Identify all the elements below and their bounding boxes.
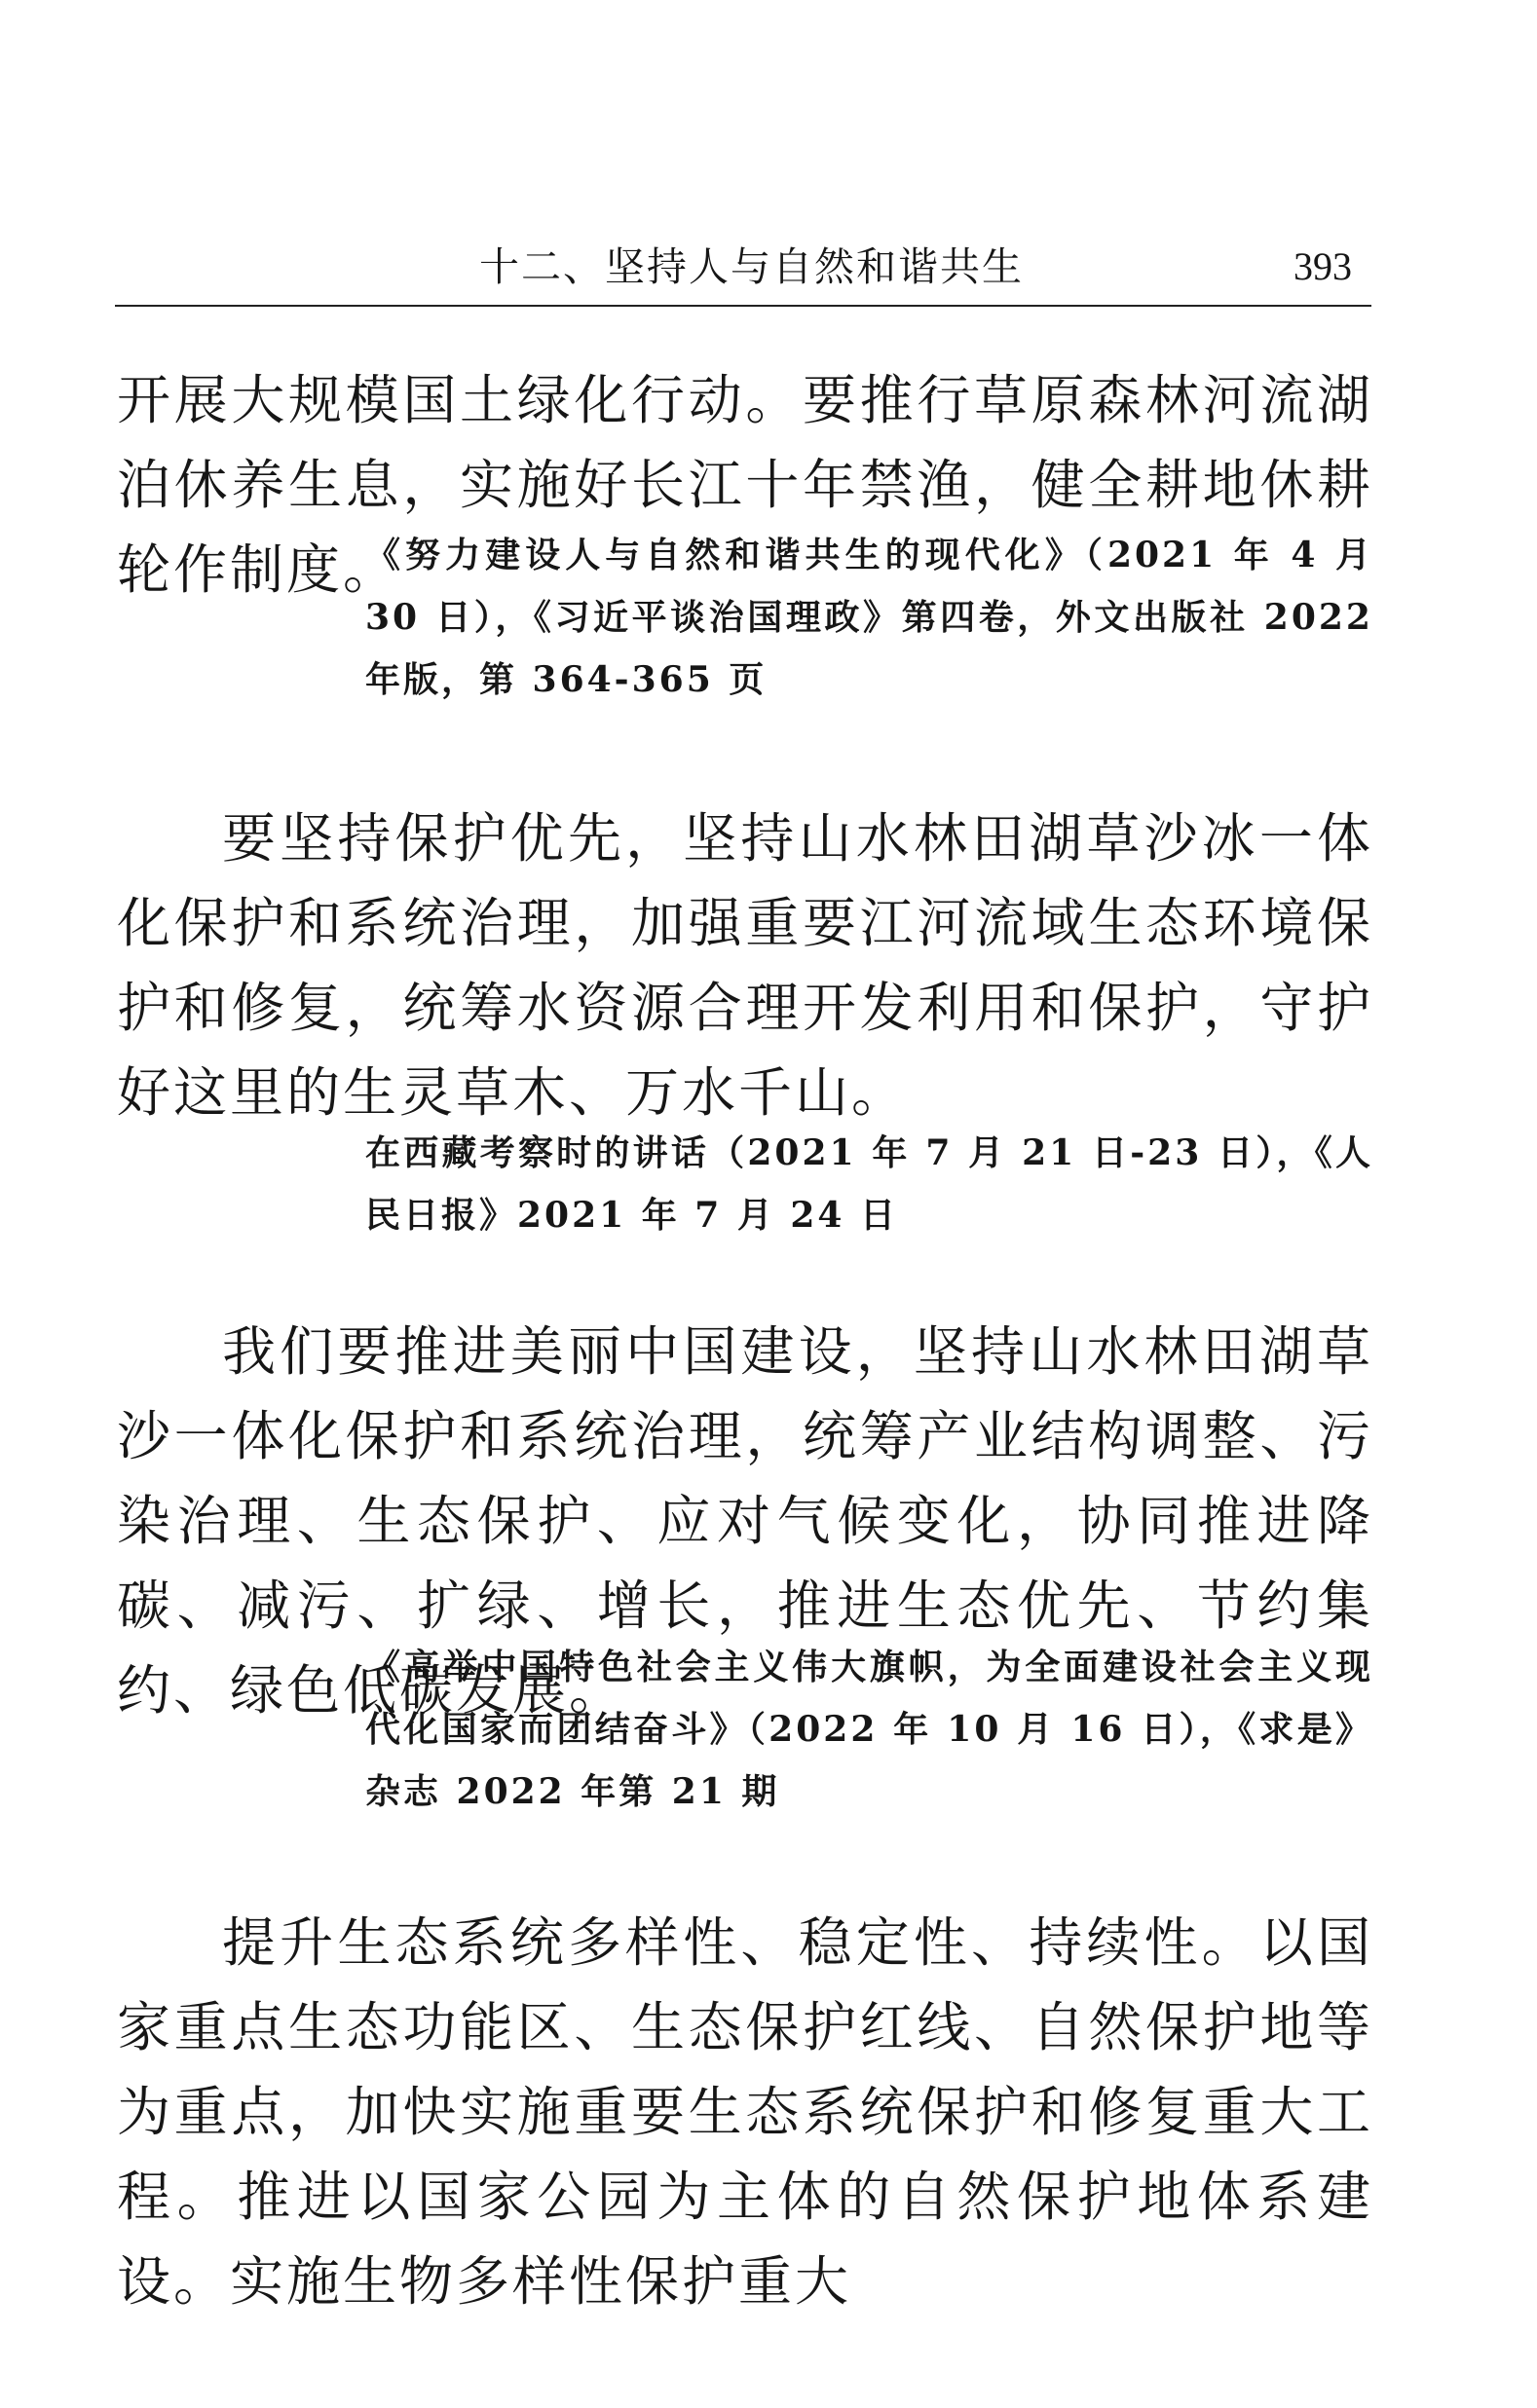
chapter-title: 十二、坚持人与自然和谐共生 <box>479 243 1024 290</box>
body-paragraph-2: 要坚持保护优先，坚持山水林田湖草沙冰一体化保护和系统治理，加强重要江河流域生态环境保护和修复，统筹水资源合理开发利用和保护，守护好这里的生灵草木、万水千山。 <box>117 807 1373 1124</box>
body-paragraph-4: 提升生态系统多样性、稳定性、持续性。以国家重点生态功能区、生态保护红线、自然保护地等为重点，加快实施重要生态系统保护和修复重大工程。推进以国家公园为主体的自然保护地体系建设。实施生物多样性保护重大 <box>117 1911 1373 2313</box>
body-paragraph-3: 我们要推进美丽中国建设，坚持山水林田湖草沙一体化保护和系统治理，统筹产业结构调整、污染治理、生态保护、应对气候变化，协同推进降碳、减污、扩绿、增长，推进生态优先、节约集约、绿色低碳发展。 <box>117 1320 1373 1722</box>
citation-2: 在西藏考察时的讲话（2021 年 7 月 21 日-23 日），《人民日报》2021 年 7 月 24 日 <box>365 1132 1373 1236</box>
running-header <box>115 234 1371 302</box>
citation-3: 《高举中国特色社会主义伟大旗帜，为全面建设社会主义现代化国家而团结奋斗》（2022 年 10 月 16 日），《求是》杂志 2022 年第 21 期 <box>365 1647 1373 1812</box>
body-paragraph-1: 开展大规模国土绿化行动。要推行草原森林河流湖泊休养生息，实施好长江十年禁渔，健全耕地休耕轮作制度。 <box>117 369 1373 601</box>
citation-1: 《努力建设人与自然和谐共生的现代化》（2021 年 4 月 30 日），《习近平谈治国理政》第四卷，外文出版社 2022 年版，第 364-365 页 <box>365 535 1373 700</box>
page-number: 393 <box>1293 244 1352 288</box>
header-rule <box>115 305 1371 307</box>
